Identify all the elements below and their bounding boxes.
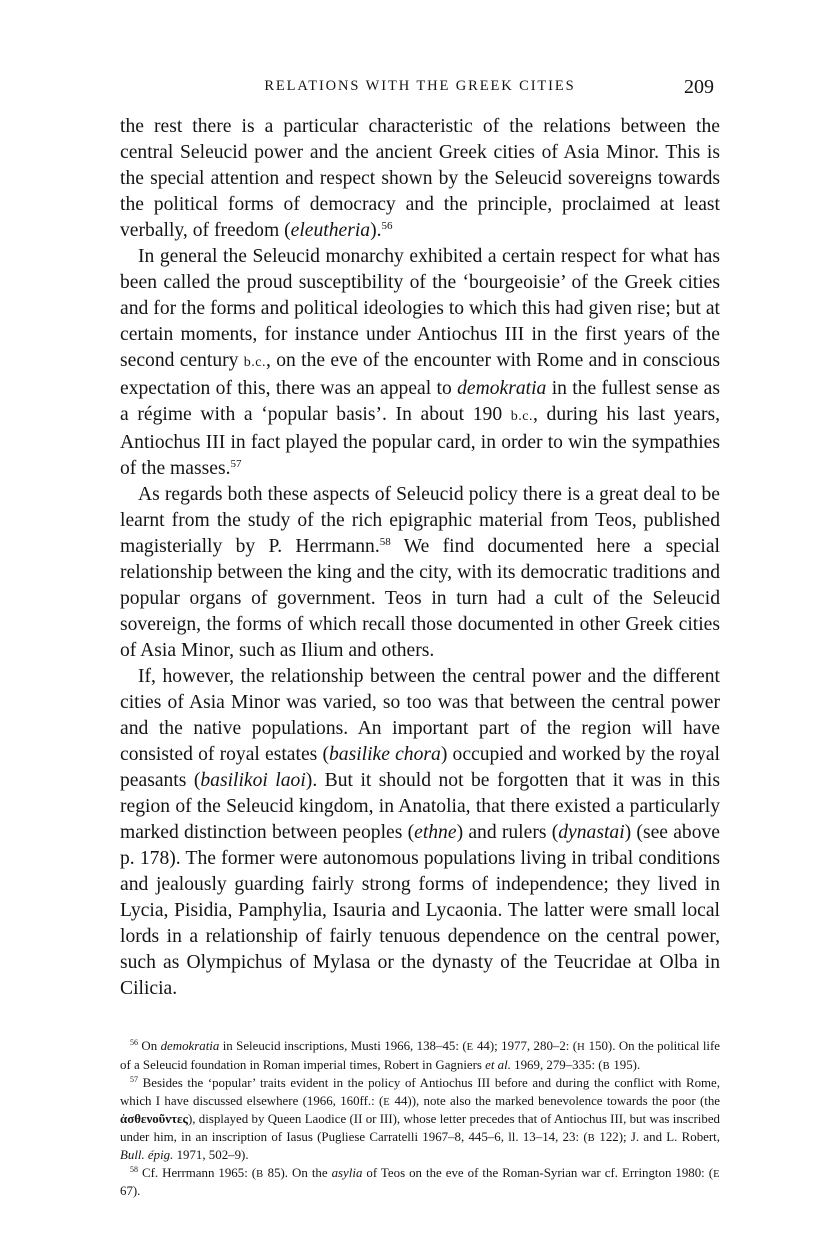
note-reference[interactable]: 57 [230,458,242,470]
italic-term: demokratia [457,378,547,399]
paragraph-text: the rest there is a particular characteristic of the relations between the central Seleucid power and the ancient Greek cities of Asia Minor. This is the special attention and respect shown by the Seleucid sovereigns towards the political forms of democracy and the principle, proclaimed at least verbally, of freedom ( [120,116,720,241]
footnote-text: 122); J. and L. Robert, [595,1129,720,1144]
paragraph-text: ) occupied and worked by the royal peasants ( [120,744,720,791]
era-abbreviation: b.c. [510,409,533,424]
running-head [120,78,720,102]
book-page [120,78,720,1201]
paragraph-2 [120,244,720,482]
journal-title: Bull. épig. [120,1148,174,1162]
footnote-text: 195). [610,1057,641,1072]
reference-code: B [602,1060,611,1072]
paragraph-text: In general the Seleucid monarchy exhibited a certain respect for what has been called the proud susceptibility of the ‘bourgeoisie’ of the Greek cities and for the forms and political ideologies to which this had given rise; but at certain moments, for instance under Antiochus III in the first years of the second century [120,246,720,371]
footnote-text: Besides the ‘popular’ traits evident in the policy of Antiochus III before and during the conflict with Rome, which I have discussed elsewhere (1966, 160ff.: ( [120,1076,720,1108]
paragraph-text: If, however, the relationship between the central power and the different cities of Asia Minor was varied, so too was that between the central power and the native populations. An important part of the region will have consisted of royal estates ( [120,666,720,765]
footnote-text: of Teos on the eve of the Roman-Syrian war cf. Errington 1980: ( [362,1165,714,1180]
paragraph-text: , during his last years, Antiochus III in fact played the popular card, in order to win the sympathies of the masses. [120,404,720,479]
italic-term: demokratia [160,1039,220,1053]
paragraph-text: ). But it should not be forgotten that it was in this region of the Seleucid kingdom, in Anatolia, that there existed a particularly marked distinction between peoples ( [120,770,720,843]
note-reference[interactable]: 58 [379,536,391,548]
footnote-57 [120,1075,720,1165]
greek-term: ἀσθενοῦντες [120,1112,188,1126]
footnote-text: 1969, 279–335: ( [510,1057,603,1072]
footnote-58 [120,1165,720,1201]
footnote-text: 44)), note also the marked benevolence towards the poor (the [390,1093,720,1108]
paragraph-text: As regards both these aspects of Seleucid policy there is a great deal to be learnt from the study of the rich epigraphic material from Teos, published magisterially by P. Herrmann. [120,484,720,557]
italic-term: basilikoi laoi [200,770,306,791]
italic-term: dynastai [558,822,625,843]
paragraph-3 [120,482,720,664]
italic-term: asylia [331,1165,363,1180]
footnote-number: 56 [130,1038,138,1047]
footnote-text: 67). [120,1184,141,1198]
paragraph-text: ) and rulers ( [456,822,559,843]
footnote-text: Cf. Herrmann 1965: ( [138,1165,257,1180]
paragraph-text: , on the eve of the encounter with Rome and in conscious expectation of this, there was an appeal to [120,350,721,399]
footnotes [120,1038,720,1201]
running-head-title: RELATIONS WITH THE GREEK CITIES [264,78,576,94]
paragraph-4 [120,664,720,1002]
paragraph-text: in the fullest sense as a régime with a ‘popular basis’. In about 190 [120,378,720,425]
paragraph-1 [120,114,720,244]
reference-code: H [577,1042,586,1053]
page-number: 209 [684,76,714,98]
footnote-text: ), displayed by Queen Laodice (II or III), whose letter precedes that of Antiochus III, but was inscribed under him, in an inscription of Iasus (Pugliese Carratelli 1967–8, 445–6, ll. 13–14, 23: ( [120,1112,720,1144]
italic-term: et al. [485,1057,511,1072]
reference-code: E [713,1168,720,1180]
footnote-number: 58 [130,1164,138,1174]
italic-term: eleutheria [290,220,371,241]
footnote-text: 1971, 502–9). [173,1148,249,1162]
footnote-text: 150). On the political life of a Seleucid foundation in Roman imperial times, Robert in Gagniers [120,1039,721,1072]
footnote-56 [120,1038,720,1075]
main-text [120,114,720,1002]
reference-code: B [587,1132,596,1144]
footnote-text: 85). On the [263,1165,332,1180]
reference-code: E [466,1042,474,1053]
era-abbreviation: b.c. [243,355,267,370]
reference-code: B [256,1168,264,1180]
reference-code: E [383,1096,391,1108]
paragraph-text: ). [370,220,382,241]
paragraph-text: We find documented here a special relationship between the king and the city, with its democratic traditions and popular organs of government. Teos in turn had a cult of the Seleucid sovereign, the forms of which recall those documented in other Greek cities of Asia Minor, such as Ilium and others. [120,536,721,661]
footnote-number: 57 [130,1075,138,1084]
note-reference[interactable]: 56 [381,220,393,232]
footnote-text: On [138,1039,161,1053]
italic-term: ethne [414,822,457,843]
italic-term: basilike chora [328,744,441,765]
paragraph-text: ) (see above p. 178). The former were autonomous populations living in tribal conditions and jealously guarding fairly strong forms of independence; they lived in Lycia, Pisidia, Pamphylia, Isauria and Lycaonia. The latter were small local lords in a relationship of fairly tenuous dependence on the central power, such as Olympichus of Mylasa or the dynasty of the Teucridae at Olba in Cilicia. [120,822,720,999]
footnote-text: in Seleucid inscriptions, Musti 1966, 138–45: ( [219,1039,467,1053]
footnote-text: 44); 1977, 280–2: ( [473,1039,578,1053]
